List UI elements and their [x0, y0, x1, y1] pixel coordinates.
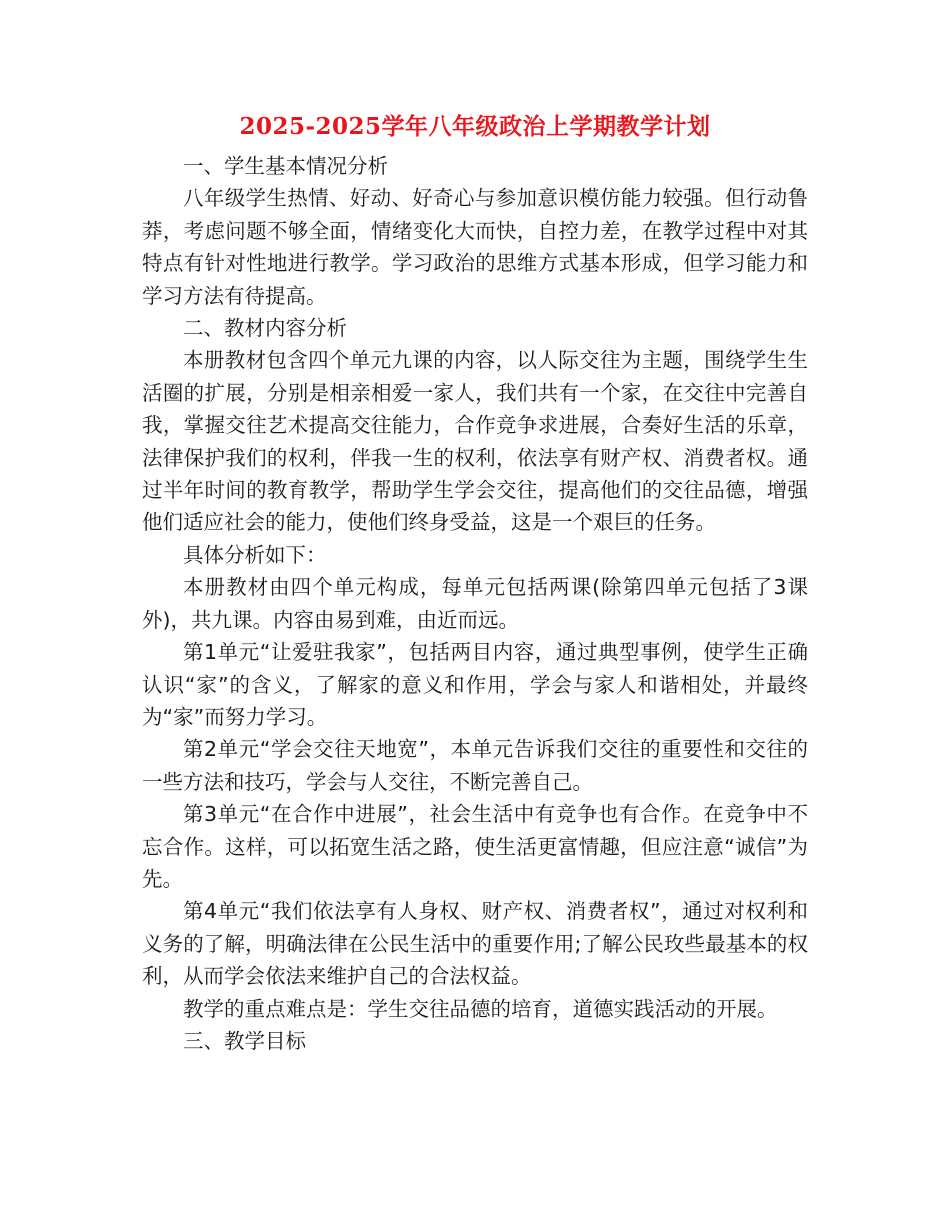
section-heading-teaching-goals: 三、教学目标 — [183, 1028, 306, 1053]
section-heading-student-analysis: 一、学生基本情况分析 — [183, 154, 388, 178]
paragraph-unit-1: 第1单元“让爱驻我家”，包括两目内容，通过典型事例，使学生正确认识“家”的含义，了解家的意义和作用，学会与家人和谐相处，并最终为“家”而努力学习。 — [142, 640, 808, 729]
paragraph-detail-intro: 具体分析如下： — [183, 542, 327, 567]
paragraph-unit-2: 第2单元“学会交往天地宽”，本单元告诉我们交往的重要性和交往的一些方法和技巧，学会与人交往，不断完善自己。 — [142, 737, 808, 794]
paragraph-unit-4: 第4单元“我们依法享有人身权、财产权、消费者权”，通过对权利和义务的了解，明确法律在公民生活中的重要作用;了解公民玫些最基本的权利，从而学会依法来维护自己的合法权益。 — [142, 899, 808, 989]
paragraph-unit-3: 第3单元“在合作中进展”，社会生活中有竞争也有合作。在竞争中不忘合作。这样，可以拓宽生活之路，使生活更富情趣，但应注意“诚信”为先。 — [142, 802, 808, 891]
paragraph-student-analysis: 八年级学生热情、好动、好奇心与参加意识模仿能力较强。但行动鲁莽，考虑问题不够全面，情绪变化大而快，自控力差，在教学过程中对其特点有针对性地进行教学。学习政治的思维方式基本形成，但学习能力和学习方法有待提高。 — [142, 186, 808, 308]
paragraph-key-points: 教学的重点难点是：学生交往品德的培育，道德实践活动的开展。 — [183, 996, 778, 1021]
section-heading-textbook-analysis: 二、教材内容分析 — [183, 316, 347, 341]
document-body — [142, 150, 808, 1057]
document-title: 2025-2025学年八年级政治上学期教学计划 — [239, 113, 711, 140]
paragraph-textbook-overview: 本册教材包含四个单元九课的内容，以人际交往为主题，围绕学生生活圈的扩展，分别是相亲相爱一家人，我们共有一个家，在交往中完善自我，掌握交往艺术提高交往能力，合作竞争求进展，合奏好生活的乐章，法律保护我们的权利，伴我一生的权利，依法享有财产权、消费者权。通过半年时间的教育教学，帮助学生学会交往，提高他们的交往品德，增强他们适应社会的能力，使他们终身受益，这是一个艰巨的任务。 — [142, 348, 808, 535]
paragraph-textbook-structure: 本册教材由四个单元构成，每单元包括两课(除第四单元包括了3课外)，共九课。内容由易到难，由近而远。 — [142, 575, 808, 632]
